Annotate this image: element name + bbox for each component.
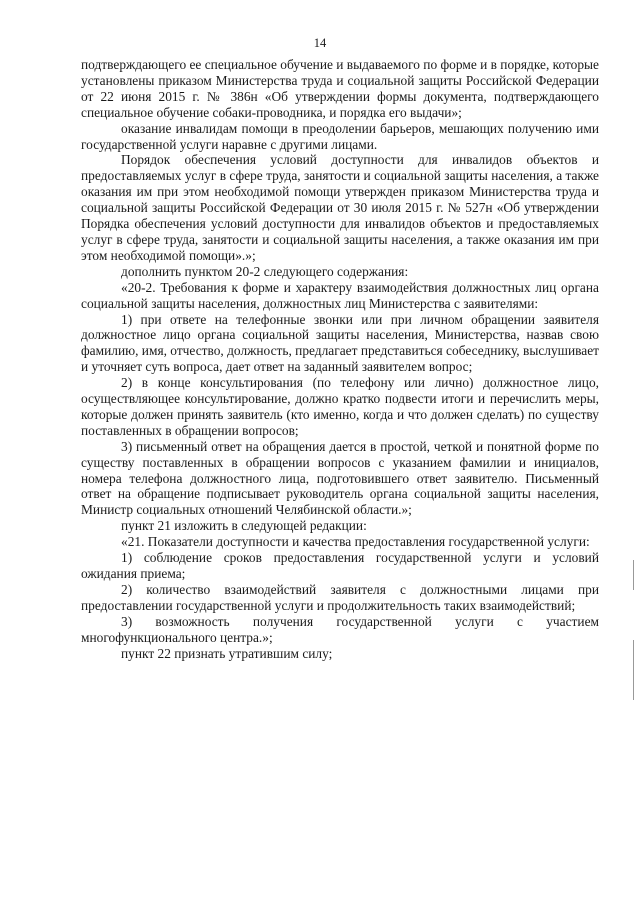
paragraph-continuation: подтверждающего ее специальное обучение и выдаваемого по форме и в порядке, которые установлены приказом Министерства труда и социальной защиты Российской Федерации от 22 июня 2015 г. № 386н «Об утверждении формы документа, подтверждающего специальное обучение собаки-проводника, и порядка его выдачи»; [81, 57, 599, 120]
paragraph-21-item-3: 3) возможность получения государственной услуги с участием многофункционального центра.»; [81, 613, 599, 645]
paragraph-point-21-intro: пункт 21 изложить в следующей редакции: [121, 518, 367, 534]
paragraph-assistance: оказание инвалидам помощи в преодолении барьеров, мешающих получению ими государственной услуги наравне с другими лицами. [81, 120, 599, 152]
paragraph-21-item-2: 2) количество взаимодействий заявителя с должностными лицами при предоставлении государственной услуги и продолжительность таких взаимодействий; [81, 581, 599, 613]
paragraph-20-2-item-3: 3) письменный ответ на обращения дается в простой, четкой и понятной форме по существу поставленных в обращении вопросов с указанием фамилии и инициалов, номера телефона должностного лица, подготовившего ответ заявителю. Письменный ответ на обращение подписывает руководитель органа социальной защиты населения, Министр социальных отношений Челябинской области.»; [81, 438, 599, 518]
paragraph-point-22: пункт 22 признать утратившим силу; [121, 645, 333, 661]
page-number: 14 [313, 36, 327, 50]
paragraph-20-2-item-2: 2) в конце консультирования (по телефону или лично) должностное лицо, осуществляющее консультирование, должно кратко подвести итоги и перечислить меры, которые должен принять заявитель (кто именно, когда и что должен сделать) по существу поставленных в обращении вопросов; [81, 375, 599, 438]
paragraph-21-heading: «21. Показатели доступности и качества предоставления государственной услуги: [121, 534, 590, 550]
paragraph-20-2-item-1: 1) при ответе на телефонные звонки или при личном обращении заявителя должностное лицо органа социальной защиты населения, Министерства, назвав свою фамилию, имя, отчество, должность, предлагает представиться собеседнику, выслушивает и уточняет суть вопроса, дает ответ на заданный заявителем вопрос; [81, 311, 599, 375]
scan-edge-mark [633, 640, 634, 700]
paragraph-add-20-2: дополнить пунктом 20-2 следующего содержания: [121, 263, 409, 279]
paragraph-21-item-1: 1) соблюдение сроков предоставления государственной услуги и условий ожидания приема; [81, 550, 599, 581]
paragraph-accessibility-order: Порядок обеспечения условий доступности для инвалидов объектов и предоставляемых услуг в сфере труда, занятости и социальной защиты населения, а также оказания им при этом необходимой помощи утвержден приказом Министерства труда и социальной защиты Российской Федерации от 30 июля 2015 г. № 527н «Об утверждении Порядка обеспечения условий доступности для инвалидов объектов и предоставляемых услуг в сфере труда, занятости и социальной защиты населения, а также оказания им при этом необходимой помощи».»; [81, 152, 599, 263]
document-body [81, 57, 599, 661]
paragraph-20-2-heading: «20-2. Требования к форме и характеру взаимодействия должностных лиц органа социальной защиты населения, должностных лиц Министерства с заявителями: [81, 279, 599, 311]
scan-edge-mark [633, 560, 634, 590]
